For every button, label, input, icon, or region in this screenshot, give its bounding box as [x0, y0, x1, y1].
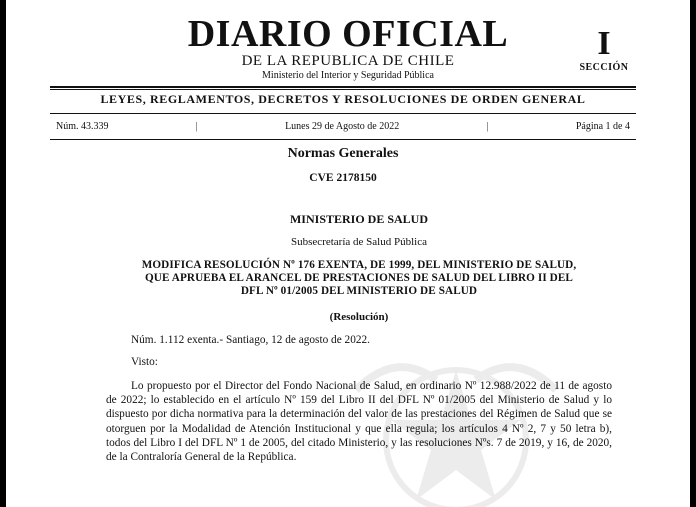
resolution-number-line: Núm. 1.112 exenta.- Santiago, 12 de agosto de 2022. — [131, 334, 370, 346]
newspaper-title: DIARIO OFICIAL — [187, 13, 509, 55]
publisher-ministry: Ministerio del Interior y Seguridad Pública — [262, 70, 434, 81]
issuing-ministry: MINISTERIO DE SALUD — [289, 212, 429, 226]
heading-line: QUE APRUEBA EL ARANCEL DE PRESTACIONES DE SALUD DEL LIBRO II DEL — [144, 272, 573, 284]
resolution-label: (Resolución) — [329, 311, 389, 323]
heading-line: DFL Nº 01/2005 DEL MINISTERIO DE SALUD — [240, 285, 478, 297]
separator: | — [195, 121, 198, 132]
top-rule-thick — [50, 86, 636, 88]
info-bottom-rule — [50, 139, 636, 140]
newspaper-subtitle: DE LA REPUBLICA DE CHILE — [241, 53, 455, 69]
cve-code: CVE 2178150 — [309, 172, 377, 184]
section-indicator — [574, 25, 634, 73]
top-rule-thin — [50, 89, 636, 90]
section-title: Normas Generales — [287, 146, 399, 161]
document-body — [106, 212, 612, 464]
section-label: SECCIÓN — [579, 62, 629, 73]
laws-banner: LEYES, REGLAMENTOS, DECRETOS Y RESOLUCIONES DE ORDEN GENERAL — [100, 92, 586, 106]
heading-line: MODIFICA RESOLUCIÓN Nº 176 EXENTA, DE 1999, DEL MINISTERIO DE SALUD, — [141, 259, 577, 271]
banner-bottom-rule — [50, 113, 636, 114]
document-page — [6, 0, 690, 507]
issue-date: Lunes 29 de Agosto de 2022 — [285, 121, 400, 132]
subsecretary: Subsecretaría de Salud Pública — [291, 236, 427, 248]
body-paragraph: Lo propuesto por el Director del Fondo Nacional de Salud, en ordinario Nº 12.988/2022 de 11 de agosto de 2022; lo establecido en el artículo Nº 159 del Libro II del DFL Nº 01/2005 del Ministerio de Salud y lo dispuesto por dicha normativa para la determinación del valor de las prestaciones del Régimen de Salud que se otorguen por la Modalidad de Atención Institucional y que ella regula; los artículos 4 Nº 2, 7 y 50 letra b), todos del Libro I del DFL Nº 1 de 2005, del citado Ministerio, y las resoluciones Nºs. 7 de 2019, y 16, de 2020, de la Contraloría General de la República. — [106, 380, 612, 464]
issue-number: Núm. 43.339 — [56, 121, 109, 132]
issue-info-bar — [56, 121, 630, 132]
page-indicator: Página 1 de 4 — [575, 121, 630, 132]
visto-label: Visto: — [131, 356, 158, 368]
masthead — [183, 14, 513, 82]
section-number: I — [597, 25, 611, 62]
separator: | — [486, 121, 489, 132]
resolution-heading — [106, 259, 612, 298]
